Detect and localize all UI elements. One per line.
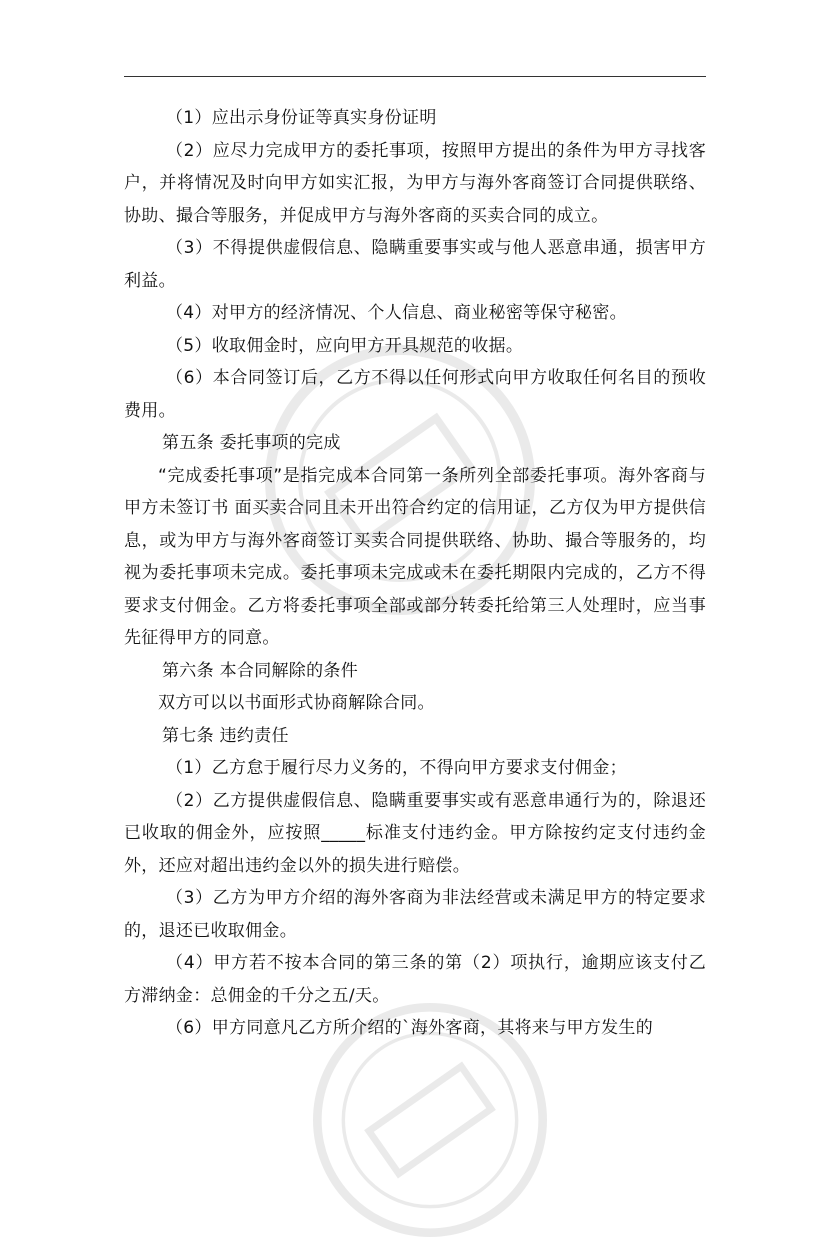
header-rule (124, 76, 706, 77)
article-body: 双方可以以书面形式协商解除合同。 (158, 693, 435, 713)
article-heading: 第六条 本合同解除的条件 (162, 660, 359, 681)
article-heading: 第五条 委托事项的完成 (162, 433, 341, 453)
clause-item: （2）应尽力完成甲方的委托事项，按照甲方提出的条件为甲方寻找客户，并将情况及时向甲方如实汇报，为甲方与海外客商签订合同提供联络、协助、撮合等服务，并促成甲方与海外客商的买卖合同的成立。 (124, 140, 706, 226)
clause-item: （1）应出示身份证等真实身份证明 (166, 108, 437, 128)
clause-item: （6）本合同签订后，乙方不得以任何形式向甲方收取任何名目的预收费用。 (124, 368, 706, 421)
article-body: “完成委托事项”是指完成本合同第一条所列全部委托事项。海外客商与甲方未签订书 面买卖合同且未开出符合约定的信用证，乙方仅为甲方提供信息，或为甲方与海外客商签订买卖合同提供联络、协助、撮合等服务的，均视为委托事项未完成。委托事项未完成或未在委托期限内完成的，乙方不得要求支付佣金。乙方将委托事项全部或部分转委托给第三人处理时，应当事先征得甲方的同意。 (124, 465, 706, 648)
clause-item: （4）甲方若不按本合同的第三条的第（2）项执行，逾期应该支付乙方滞纳金：总佣金的千分之五/天。 (124, 953, 706, 1006)
clause-item: （6）甲方同意凡乙方所介绍的`海外客商，其将来与甲方发生的 (166, 1018, 654, 1038)
article-heading: 第七条 违约责任 (162, 725, 289, 746)
clause-item: （4）对甲方的经济情况、个人信息、商业秘密等保守秘密。 (166, 303, 627, 323)
page-body (124, 102, 706, 1045)
clause-item: （3）乙方为甲方介绍的海外客商为非法经营或未满足甲方的特定要求的，退还已收取佣金。 (124, 888, 706, 941)
clause-item: （2）乙方提供虚假信息、隐瞒重要事实或有恶意串通行为的，除退还已收取的佣金外，应按照_____标准支付违约金。甲方除按约定支付违约金外，还应对超出违约金以外的损失进行赔偿。 (124, 790, 706, 876)
clause-item: （1）乙方怠于履行尽力义务的，不得向甲方要求支付佣金； (166, 758, 627, 778)
clause-item: （5）收取佣金时，应向甲方开具规范的收据。 (166, 335, 524, 356)
clause-item: （3）不得提供虚假信息、隐瞒重要事实或与他人恶意串通，损害甲方利益。 (124, 238, 706, 291)
